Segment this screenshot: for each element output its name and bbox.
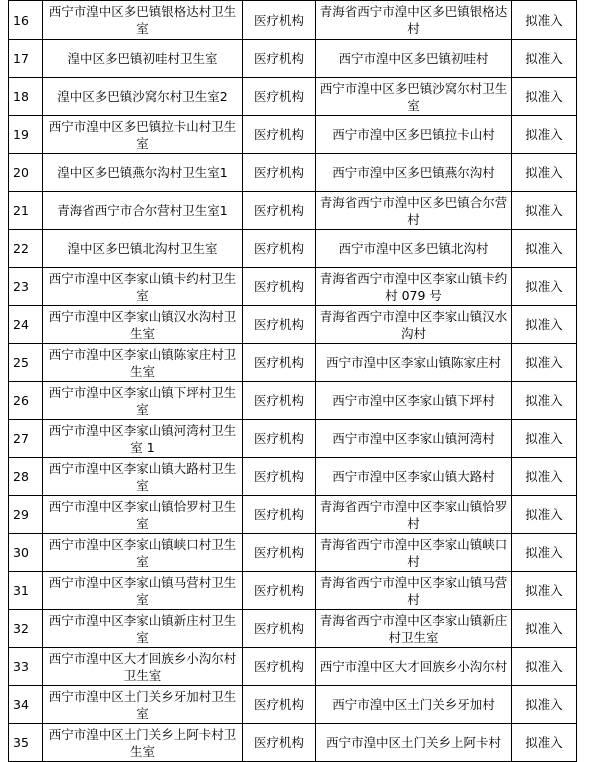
institution-address-cell: 青海省西宁市湟中区李家山镇恰罗村 (316, 496, 512, 534)
table-row (9, 534, 577, 572)
institution-name-cell: 西宁市湟中区李家山镇陈家庄村卫生室 (43, 344, 243, 382)
institution-address-cell: 青海省西宁市湟中区多巴镇银格达村 (316, 1, 512, 40)
row-number-cell: 21 (9, 192, 43, 230)
institution-name-cell: 西宁市湟中区李家山镇恰罗村卫生室 (43, 496, 243, 534)
approval-status-cell: 拟准入 (512, 192, 577, 230)
approval-status-cell: 拟准入 (512, 78, 577, 116)
institution-address-cell: 西宁市湟中区李家山镇大路村 (316, 458, 512, 496)
row-number-cell: 17 (9, 40, 43, 78)
institution-type-cell: 医疗机构 (243, 496, 316, 534)
approval-status-cell: 拟准入 (512, 420, 577, 458)
table-row (9, 724, 577, 762)
table-row (9, 610, 577, 648)
institution-address-cell: 西宁市湟中区多巴镇沙窝尔村卫生室 (316, 78, 512, 116)
table-row (9, 306, 577, 344)
institution-name-cell: 湟中区多巴镇燕尔沟村卫生室1 (43, 154, 243, 192)
row-number-cell: 31 (9, 572, 43, 610)
row-number-cell: 23 (9, 268, 43, 306)
row-number-cell: 28 (9, 458, 43, 496)
institution-type-cell: 医疗机构 (243, 458, 316, 496)
institution-name-cell: 西宁市湟中区土门关乡上阿卡村卫生室 (43, 724, 243, 762)
approval-status-cell: 拟准入 (512, 1, 577, 40)
institution-type-cell: 医疗机构 (243, 572, 316, 610)
institution-address-cell: 西宁市湟中区李家山镇陈家庄村 (316, 344, 512, 382)
approval-status-cell: 拟准入 (512, 230, 577, 268)
row-number-cell: 34 (9, 686, 43, 724)
table-row (9, 572, 577, 610)
row-number-cell: 20 (9, 154, 43, 192)
table-row (9, 116, 577, 154)
institution-name-cell: 西宁市湟中区大才回族乡小沟尔村卫生室 (43, 648, 243, 686)
table-row (9, 382, 577, 420)
institution-name-cell: 湟中区多巴镇沙窝尔村卫生室2 (43, 78, 243, 116)
approval-status-cell: 拟准入 (512, 610, 577, 648)
institution-name-cell: 西宁市湟中区土门关乡牙加村卫生室 (43, 686, 243, 724)
institution-type-cell: 医疗机构 (243, 154, 316, 192)
institution-type-cell: 医疗机构 (243, 420, 316, 458)
row-number-cell: 30 (9, 534, 43, 572)
table-row (9, 78, 577, 116)
institution-address-cell: 西宁市湟中区李家山镇下坪村 (316, 382, 512, 420)
table-row (9, 40, 577, 78)
row-number-cell: 35 (9, 724, 43, 762)
approval-status-cell: 拟准入 (512, 306, 577, 344)
institution-address-cell: 西宁市湟中区李家山镇河湾村 (316, 420, 512, 458)
institution-name-cell: 西宁市湟中区多巴镇拉卡山村卫生室 (43, 116, 243, 154)
table-body (9, 1, 577, 762)
approval-status-cell: 拟准入 (512, 268, 577, 306)
institution-type-cell: 医疗机构 (243, 78, 316, 116)
institution-type-cell: 医疗机构 (243, 306, 316, 344)
approval-status-cell: 拟准入 (512, 344, 577, 382)
table-row (9, 1, 577, 40)
institution-name-cell: 湟中区多巴镇初哇村卫生室 (43, 40, 243, 78)
institution-type-cell: 医疗机构 (243, 230, 316, 268)
approval-status-cell: 拟准入 (512, 154, 577, 192)
institution-address-cell: 西宁市湟中区土门关乡上阿卡村 (316, 724, 512, 762)
table-row (9, 230, 577, 268)
row-number-cell: 19 (9, 116, 43, 154)
institution-name-cell: 西宁市湟中区李家山镇卡约村卫生室 (43, 268, 243, 306)
institution-type-cell: 医疗机构 (243, 40, 316, 78)
institution-address-cell: 西宁市湟中区多巴镇燕尔沟村 (316, 154, 512, 192)
institution-name-cell: 西宁市湟中区李家山镇河湾村卫生室 1 (43, 420, 243, 458)
institution-address-cell: 西宁市湟中区多巴镇初哇村 (316, 40, 512, 78)
row-number-cell: 25 (9, 344, 43, 382)
table-row (9, 268, 577, 306)
institution-name-cell: 西宁市湟中区李家山镇新庄村卫生室 (43, 610, 243, 648)
approval-status-cell: 拟准入 (512, 572, 577, 610)
institution-name-cell: 西宁市湟中区李家山镇下坪村卫生室 (43, 382, 243, 420)
institution-address-cell: 青海省西宁市湟中区李家山镇马营村 (316, 572, 512, 610)
institution-address-cell: 西宁市湟中区多巴镇拉卡山村 (316, 116, 512, 154)
institution-name-cell: 西宁市湟中区李家山镇汉水沟村卫生室 (43, 306, 243, 344)
table-row (9, 686, 577, 724)
row-number-cell: 29 (9, 496, 43, 534)
institution-name-cell: 西宁市湟中区李家山镇马营村卫生室 (43, 572, 243, 610)
institution-address-cell: 西宁市湟中区土门关乡牙加村 (316, 686, 512, 724)
institution-type-cell: 医疗机构 (243, 116, 316, 154)
institution-name-cell: 西宁市湟中区李家山镇大路村卫生室 (43, 458, 243, 496)
institution-address-cell: 西宁市湟中区大才回族乡小沟尔村 (316, 648, 512, 686)
institution-name-cell: 西宁市湟中区李家山镇峡口村卫生室 (43, 534, 243, 572)
institution-type-cell: 医疗机构 (243, 268, 316, 306)
institution-table (8, 0, 577, 762)
institution-type-cell: 医疗机构 (243, 686, 316, 724)
institution-type-cell: 医疗机构 (243, 534, 316, 572)
approval-status-cell: 拟准入 (512, 496, 577, 534)
row-number-cell: 33 (9, 648, 43, 686)
approval-status-cell: 拟准入 (512, 648, 577, 686)
approval-status-cell: 拟准入 (512, 382, 577, 420)
table-row (9, 496, 577, 534)
institution-type-cell: 医疗机构 (243, 610, 316, 648)
row-number-cell: 22 (9, 230, 43, 268)
institution-address-cell: 青海省西宁市湟中区李家山镇峡口村 (316, 534, 512, 572)
institution-address-cell: 西宁市湟中区多巴镇北沟村 (316, 230, 512, 268)
institution-name-cell: 青海省西宁市合尔营村卫生室1 (43, 192, 243, 230)
row-number-cell: 16 (9, 1, 43, 40)
institution-address-cell: 青海省西宁市湟中区多巴镇合尔营村 (316, 192, 512, 230)
table-row (9, 420, 577, 458)
table-row (9, 648, 577, 686)
institution-type-cell: 医疗机构 (243, 382, 316, 420)
institution-type-cell: 医疗机构 (243, 648, 316, 686)
institution-type-cell: 医疗机构 (243, 344, 316, 382)
institution-type-cell: 医疗机构 (243, 1, 316, 40)
row-number-cell: 24 (9, 306, 43, 344)
table-row (9, 192, 577, 230)
institution-name-cell: 湟中区多巴镇北沟村卫生室 (43, 230, 243, 268)
row-number-cell: 27 (9, 420, 43, 458)
approval-status-cell: 拟准入 (512, 116, 577, 154)
institution-address-cell: 青海省西宁市湟中区李家山镇卡约村 079 号 (316, 268, 512, 306)
table-row (9, 458, 577, 496)
institution-address-cell: 青海省西宁市湟中区李家山镇汉水沟村 (316, 306, 512, 344)
approval-status-cell: 拟准入 (512, 724, 577, 762)
row-number-cell: 26 (9, 382, 43, 420)
approval-status-cell: 拟准入 (512, 40, 577, 78)
institution-address-cell: 青海省西宁市湟中区李家山镇新庄村卫生室 (316, 610, 512, 648)
row-number-cell: 18 (9, 78, 43, 116)
institution-type-cell: 医疗机构 (243, 192, 316, 230)
table-row (9, 154, 577, 192)
approval-status-cell: 拟准入 (512, 458, 577, 496)
institution-type-cell: 医疗机构 (243, 724, 316, 762)
approval-status-cell: 拟准入 (512, 686, 577, 724)
institution-name-cell: 西宁市湟中区多巴镇银格达村卫生室 (43, 1, 243, 40)
row-number-cell: 32 (9, 610, 43, 648)
approval-status-cell: 拟准入 (512, 534, 577, 572)
table-row (9, 344, 577, 382)
